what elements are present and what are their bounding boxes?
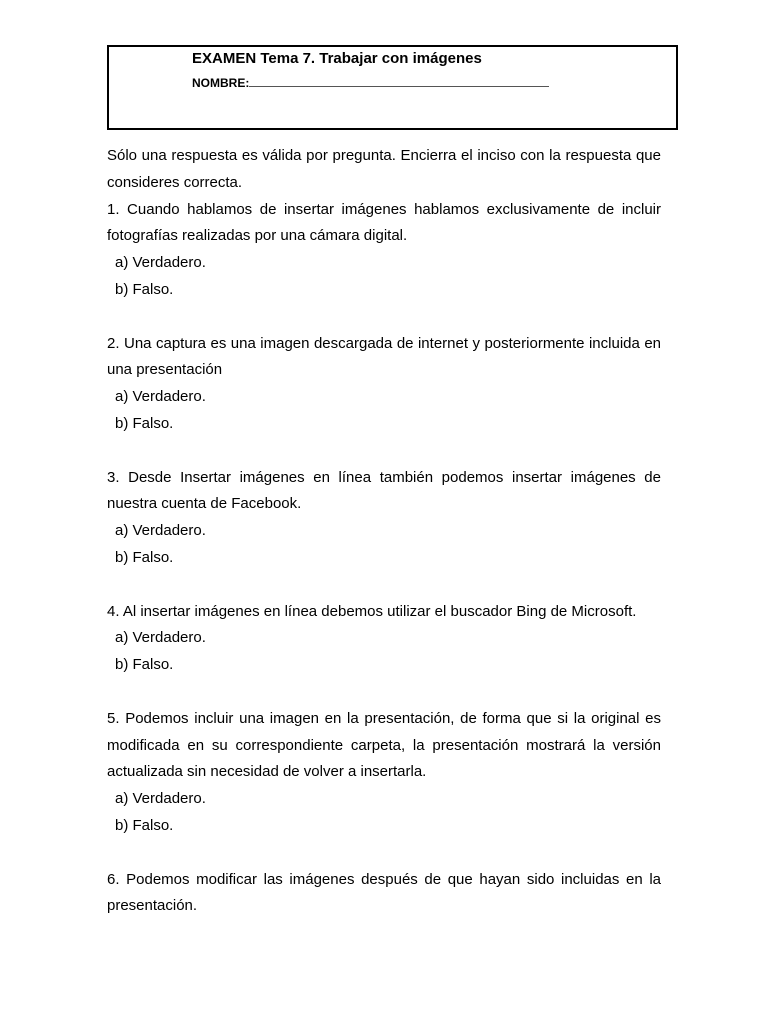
question-1	[107, 197, 661, 304]
question-text: 2. Una captura es una imagen descargada de internet y posteriormente incluida en una presentación	[107, 334, 661, 379]
question-text: 3. Desde Insertar imágenes en línea también podemos insertar imágenes de nuestra cuenta de Facebook.	[107, 468, 661, 513]
question-text: 1. Cuando hablamos de insertar imágenes hablamos exclusivamente de incluir fotografías realizadas por una cámara digital.	[107, 200, 661, 245]
spacer	[107, 438, 661, 465]
question-6	[107, 867, 661, 921]
option-b: b) Falso.	[115, 414, 174, 432]
spacer	[107, 304, 661, 331]
question-3	[107, 465, 661, 572]
name-field-line	[192, 74, 549, 91]
question-5	[107, 706, 661, 840]
option-a: a) Verdadero.	[115, 522, 206, 540]
question-2	[107, 331, 661, 438]
spacer	[107, 572, 661, 599]
exam-body	[107, 143, 661, 920]
question-text: 4. Al insertar imágenes en línea debemos utilizar el buscador Bing de Microsoft.	[107, 602, 637, 620]
name-label: NOMBRE:	[192, 76, 250, 90]
option-a: a) Verdadero.	[115, 388, 206, 406]
instructions: Sólo una respuesta es válida por pregunta. Encierra el inciso con la respuesta que consideres correcta.	[107, 147, 661, 191]
option-b: b) Falso.	[115, 548, 174, 566]
spacer	[107, 679, 661, 706]
option-a: a) Verdadero.	[115, 254, 206, 272]
exam-header-box	[107, 45, 678, 130]
question-text: 6. Podemos modificar las imágenes después de que hayan sido incluidas en la presentación.	[107, 870, 661, 915]
option-a: a) Verdadero.	[115, 790, 206, 808]
option-b: b) Falso.	[115, 816, 174, 834]
option-a: a) Verdadero.	[115, 629, 206, 647]
name-blank-underline	[249, 74, 549, 87]
question-4	[107, 599, 661, 679]
question-text: 5. Podemos incluir una imagen en la presentación, de forma que si la original es modificada en su correspondiente carpeta, la presentación mostrará la versión actualizada sin necesidad de volver a insertarla.	[107, 709, 661, 781]
exam-title: EXAMEN Tema 7. Trabajar con imágenes	[192, 50, 482, 67]
option-b: b) Falso.	[115, 280, 174, 298]
option-b: b) Falso.	[115, 656, 174, 674]
spacer	[107, 840, 661, 867]
